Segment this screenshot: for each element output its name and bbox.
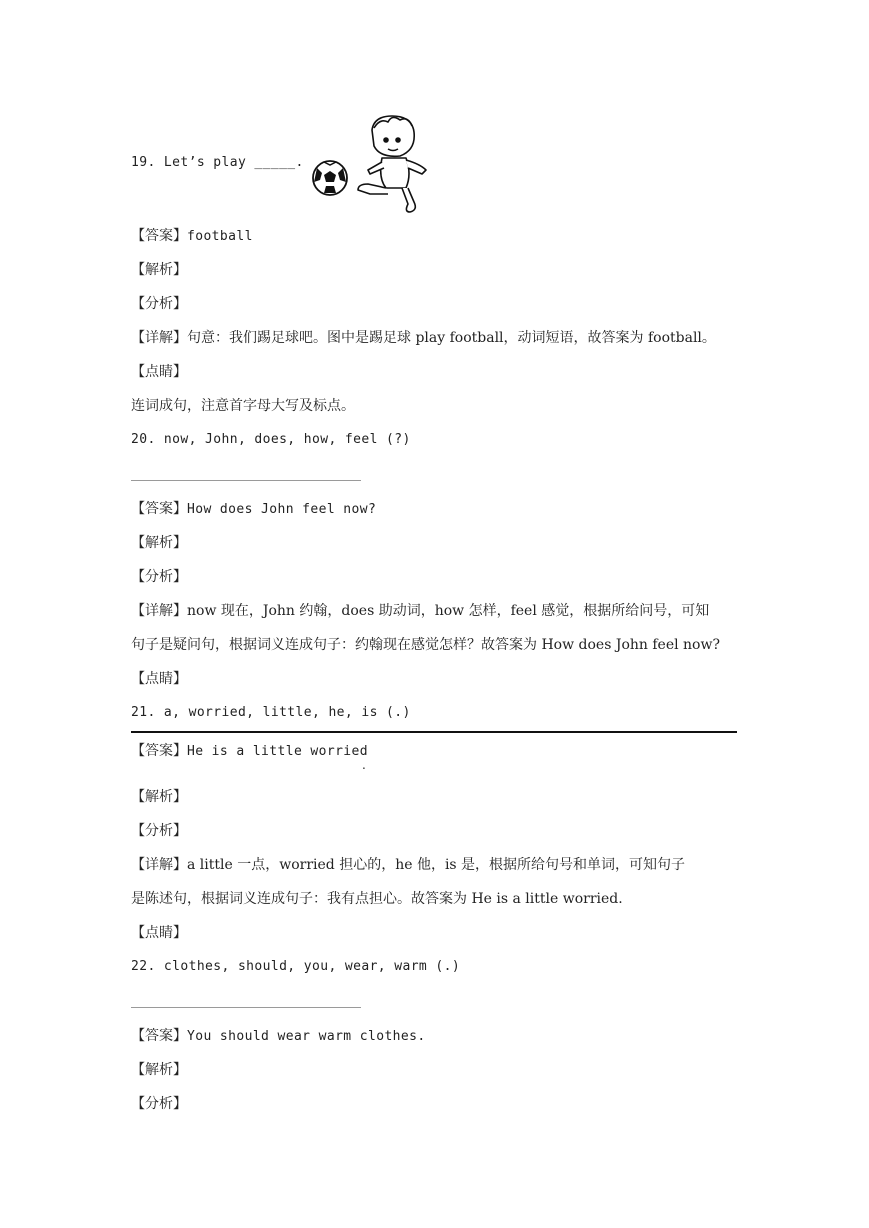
q19-answer-row bbox=[131, 227, 253, 246]
boy-figure bbox=[358, 116, 426, 212]
q20-fenxi-label: 【分析】 bbox=[131, 569, 187, 585]
answer-text: football bbox=[187, 229, 253, 244]
q22-answer-blank-line bbox=[131, 1007, 361, 1008]
detail-label: 【详解】 bbox=[131, 330, 187, 346]
answer-text: You should wear warm clothes. bbox=[187, 1029, 426, 1044]
q20-tip-label: 【点睛】 bbox=[131, 671, 187, 687]
detail-text: a little 一点，worried 担心的，he 他，is 是，根据所给句号和单词，可知句子 bbox=[187, 857, 686, 873]
boy-kicking-football-illustration bbox=[308, 112, 432, 216]
q21-detail-row-1 bbox=[131, 856, 685, 874]
q21-analysis-label: 【解析】 bbox=[131, 789, 187, 805]
detail-text: now 现在，John 约翰，does 助动词，how 怎样，feel 感觉，根据所给问号，可知 bbox=[187, 603, 710, 619]
q22-answer-row bbox=[131, 1027, 426, 1046]
detail-text: 句意：我们踢足球吧。图中是踢足球 play football，动词短语，故答案为 football。 bbox=[187, 330, 716, 346]
q20-detail-row-2: 句子是疑问句，根据词义连成句子：约翰现在感觉怎样？故答案为 How does John feel now? bbox=[131, 637, 720, 653]
q19-tip-text: 连词成句，注意首字母大写及标点。 bbox=[131, 398, 355, 414]
question-22: 22. clothes, should, you, wear, warm (.) bbox=[131, 959, 461, 974]
q21-answer-row bbox=[131, 742, 368, 761]
q21-detail-row-2: 是陈述句，根据词义连成句子：我有点担心。故答案为 He is a little worried. bbox=[131, 891, 623, 907]
q19-tip-label: 【点睛】 bbox=[131, 364, 187, 380]
football-icon bbox=[313, 161, 347, 195]
question-19: 19. Let’s play _____. bbox=[131, 155, 304, 170]
question-20: 20. now, John, does, how, feel (?) bbox=[131, 432, 411, 447]
detail-label: 【详解】 bbox=[131, 603, 187, 619]
q19-fenxi-label: 【分析】 bbox=[131, 296, 187, 312]
q21-answer-period: . bbox=[362, 758, 366, 772]
q22-fenxi-label: 【分析】 bbox=[131, 1096, 187, 1112]
answer-text: How does John feel now? bbox=[187, 502, 377, 517]
q20-detail-row-1 bbox=[131, 602, 709, 620]
q19-analysis-label: 【解析】 bbox=[131, 262, 187, 278]
q20-analysis-label: 【解析】 bbox=[131, 535, 187, 551]
q20-answer-blank-line bbox=[131, 480, 361, 481]
answer-label: 【答案】 bbox=[131, 501, 187, 517]
q22-analysis-label: 【解析】 bbox=[131, 1062, 187, 1078]
answer-label: 【答案】 bbox=[131, 228, 187, 244]
detail-label: 【详解】 bbox=[131, 857, 187, 873]
q21-tip-label: 【点睛】 bbox=[131, 925, 187, 941]
q19-detail-row bbox=[131, 329, 716, 347]
answer-text: He is a little worried bbox=[187, 744, 368, 759]
q21-answer-rule bbox=[131, 731, 737, 733]
q21-fenxi-label: 【分析】 bbox=[131, 823, 187, 839]
answer-label: 【答案】 bbox=[131, 1028, 187, 1044]
question-21: 21. a, worried, little, he, is (.) bbox=[131, 705, 411, 720]
q20-answer-row bbox=[131, 500, 376, 519]
answer-label: 【答案】 bbox=[131, 743, 187, 759]
